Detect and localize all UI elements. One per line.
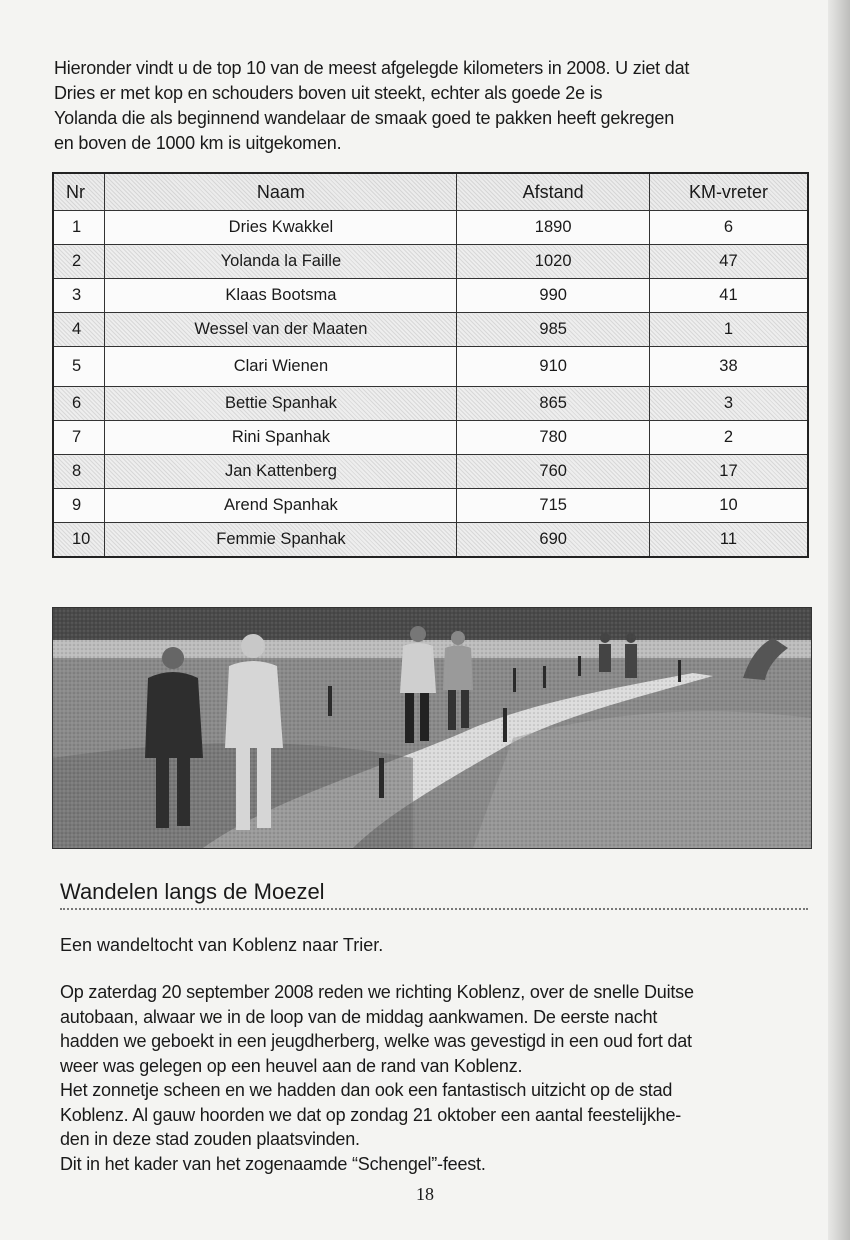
body-line: Dit in het kader van het zogenaamde “Schengel”-feest.	[60, 1153, 486, 1174]
cell-nr: 10	[53, 523, 105, 558]
walkers-photo-illustration	[53, 608, 811, 848]
cell-naam: Klaas Bootsma	[105, 279, 457, 313]
cell-km-vreter: 38	[649, 347, 808, 387]
cell-nr: 1	[53, 211, 105, 245]
table-row	[53, 313, 808, 347]
cell-nr: 5	[53, 347, 105, 387]
cell-afstand: 865	[457, 387, 650, 421]
intro-paragraph	[54, 56, 799, 156]
intro-line: Dries er met kop en schouders boven uit steekt, echter als goede 2e is	[54, 83, 603, 103]
cell-km-vreter: 17	[649, 455, 808, 489]
table-row	[53, 211, 808, 245]
intro-line: en boven de 1000 km is uitgekomen.	[54, 133, 342, 153]
table-row	[53, 523, 808, 558]
cell-naam: Yolanda la Faille	[105, 245, 457, 279]
body-line: Het zonnetje scheen en we hadden dan ook een fantastisch uitzicht op de stad	[60, 1080, 673, 1100]
table-row	[53, 387, 808, 421]
intro-line: Yolanda die als beginnend wandelaar de smaak goed te pakken heeft gekregen	[54, 108, 675, 128]
table-row	[53, 489, 808, 523]
cell-afstand: 910	[457, 347, 650, 387]
cell-naam: Jan Kattenberg	[105, 455, 457, 489]
cell-afstand: 1020	[457, 245, 650, 279]
cell-afstand: 780	[457, 421, 650, 455]
body-line: Koblenz. Al gauw hoorden we dat op zondag 21 oktober een aantal feestelijkhe-	[60, 1104, 682, 1125]
cell-nr: 3	[53, 279, 105, 313]
cell-afstand: 690	[457, 523, 650, 558]
walkers-photo	[52, 607, 812, 849]
section-subtitle: Een wandeltocht van Koblenz naar Trier.	[60, 935, 384, 955]
header-naam: Naam	[105, 173, 457, 211]
cell-km-vreter: 6	[649, 211, 808, 245]
cell-naam: Bettie Spanhak	[105, 387, 457, 421]
cell-nr: 9	[53, 489, 105, 523]
cell-naam: Dries Kwakkel	[105, 211, 457, 245]
cell-afstand: 985	[457, 313, 650, 347]
body-line: hadden we geboekt in een jeugdherberg, welke was gevestigd in een oud fort dat	[60, 1031, 692, 1051]
header-nr: Nr	[53, 173, 105, 211]
cell-naam: Arend Spanhak	[105, 489, 457, 523]
article-body	[60, 980, 810, 1176]
cell-nr: 2	[53, 245, 105, 279]
cell-naam: Femmie Spanhak	[105, 523, 457, 558]
cell-naam: Wessel van der Maaten	[105, 313, 457, 347]
cell-naam: Rini Spanhak	[105, 421, 457, 455]
cell-km-vreter: 3	[649, 387, 808, 421]
cell-nr: 6	[53, 387, 105, 421]
table-row	[53, 279, 808, 313]
table-row	[53, 421, 808, 455]
cell-naam: Clari Wienen	[105, 347, 457, 387]
top10-table	[52, 172, 809, 558]
cell-km-vreter: 1	[649, 313, 808, 347]
body-line: weer was gelegen op een heuvel aan de rand van Koblenz.	[60, 1055, 523, 1076]
body-line: den in deze stad zouden plaatsvinden.	[60, 1129, 360, 1149]
cell-km-vreter: 11	[649, 523, 808, 558]
cell-km-vreter: 10	[649, 489, 808, 523]
table-row	[53, 455, 808, 489]
cell-km-vreter: 41	[649, 279, 808, 313]
page-edge	[828, 0, 850, 1240]
cell-afstand: 1890	[457, 211, 650, 245]
body-line: autobaan, alwaar we in de loop van de middag aankwamen. De eerste nacht	[60, 1006, 658, 1027]
cell-nr: 7	[53, 421, 105, 455]
section-title: Wandelen langs de Moezel	[60, 877, 808, 910]
header-afstand: Afstand	[457, 173, 650, 211]
table-row	[53, 245, 808, 279]
intro-line: Hieronder vindt u de top 10 van de meest afgelegde kilometers in 2008. U ziet dat	[54, 58, 690, 78]
cell-afstand: 990	[457, 279, 650, 313]
cell-km-vreter: 47	[649, 245, 808, 279]
cell-afstand: 760	[457, 455, 650, 489]
header-km-vreter: KM-vreter	[649, 173, 808, 211]
cell-nr: 8	[53, 455, 105, 489]
cell-afstand: 715	[457, 489, 650, 523]
table-header-row	[53, 173, 808, 211]
table-row	[53, 347, 808, 387]
cell-nr: 4	[53, 313, 105, 347]
cell-km-vreter: 2	[649, 421, 808, 455]
body-line: Op zaterdag 20 september 2008 reden we richting Koblenz, over de snelle Duitse	[60, 982, 694, 1002]
page-number: 18	[416, 1184, 434, 1204]
